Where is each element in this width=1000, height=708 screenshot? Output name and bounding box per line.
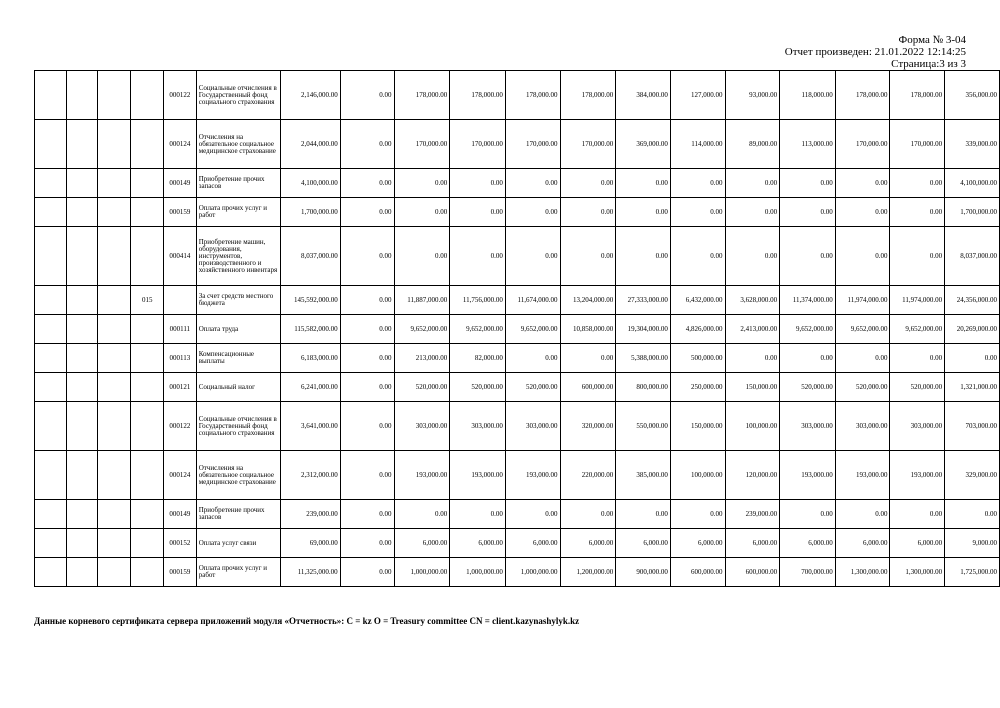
amount-cell: 1,200,000.00 bbox=[560, 558, 616, 587]
amount-cell: 0.00 bbox=[394, 227, 450, 286]
amount-cell: 0.00 bbox=[835, 227, 890, 286]
expense-name-cell: Социальные отчисления в Государственный фонд социального страхования bbox=[196, 402, 280, 451]
amount-cell: 2,044,000.00 bbox=[281, 120, 341, 169]
empty-cell bbox=[35, 373, 67, 402]
amount-cell: 4,826,000.00 bbox=[670, 315, 725, 344]
report-table bbox=[34, 70, 1000, 587]
table-row bbox=[35, 120, 1000, 169]
amount-cell: 114,000.00 bbox=[670, 120, 725, 169]
specifier-code-cell: 000414 bbox=[163, 227, 196, 286]
amount-cell: 100,000.00 bbox=[725, 402, 780, 451]
amount-cell: 11,887,000.00 bbox=[394, 286, 450, 315]
amount-cell: 1,725,000.00 bbox=[945, 558, 1000, 587]
amount-cell: 178,000.00 bbox=[560, 71, 616, 120]
amount-cell: 2,146,000.00 bbox=[281, 71, 341, 120]
expense-name-cell: Оплата труда bbox=[196, 315, 280, 344]
amount-cell: 0.00 bbox=[560, 198, 616, 227]
amount-cell: 339,000.00 bbox=[945, 120, 1000, 169]
amount-cell: 600,000.00 bbox=[670, 558, 725, 587]
amount-cell: 0.00 bbox=[340, 198, 394, 227]
specifier-code-cell: 000149 bbox=[163, 500, 196, 529]
amount-cell: 0.00 bbox=[670, 169, 725, 198]
amount-cell: 6,000.00 bbox=[505, 529, 560, 558]
amount-cell: 0.00 bbox=[340, 120, 394, 169]
amount-cell: 0.00 bbox=[835, 169, 890, 198]
table-row bbox=[35, 500, 1000, 529]
specifier-code-cell: 000124 bbox=[163, 120, 196, 169]
table-row bbox=[35, 402, 1000, 451]
table-row bbox=[35, 558, 1000, 587]
expense-name-cell: Приобретение прочих запасов bbox=[196, 169, 280, 198]
amount-cell: 0.00 bbox=[780, 500, 836, 529]
amount-cell: 369,000.00 bbox=[616, 120, 671, 169]
amount-cell: 24,356,000.00 bbox=[945, 286, 1000, 315]
empty-cell bbox=[98, 558, 131, 587]
amount-cell: 11,974,000.00 bbox=[835, 286, 890, 315]
amount-cell: 0.00 bbox=[505, 227, 560, 286]
amount-cell: 320,000.00 bbox=[560, 402, 616, 451]
amount-cell: 170,000.00 bbox=[835, 120, 890, 169]
amount-cell: 193,000.00 bbox=[780, 451, 836, 500]
amount-cell: 8,037,000.00 bbox=[945, 227, 1000, 286]
expense-name-cell: Социальный налог bbox=[196, 373, 280, 402]
empty-cell bbox=[35, 71, 67, 120]
amount-cell: 0.00 bbox=[780, 227, 836, 286]
amount-cell: 145,592,000.00 bbox=[281, 286, 341, 315]
amount-cell: 4,100,000.00 bbox=[945, 169, 1000, 198]
amount-cell: 170,000.00 bbox=[394, 120, 450, 169]
amount-cell: 520,000.00 bbox=[450, 373, 506, 402]
table-row bbox=[35, 451, 1000, 500]
amount-cell: 2,413,000.00 bbox=[725, 315, 780, 344]
empty-cell bbox=[98, 402, 131, 451]
amount-cell: 0.00 bbox=[560, 344, 616, 373]
empty-cell bbox=[35, 198, 67, 227]
empty-cell bbox=[98, 529, 131, 558]
specifier-code-cell: 000159 bbox=[163, 558, 196, 587]
amount-cell: 170,000.00 bbox=[505, 120, 560, 169]
amount-cell: 0.00 bbox=[340, 315, 394, 344]
empty-cell bbox=[67, 227, 98, 286]
program-cell bbox=[131, 558, 163, 587]
amount-cell: 303,000.00 bbox=[835, 402, 890, 451]
amount-cell: 6,000.00 bbox=[835, 529, 890, 558]
amount-cell: 0.00 bbox=[890, 169, 945, 198]
amount-cell: 600,000.00 bbox=[560, 373, 616, 402]
report-timestamp: Отчет произведен: 21.01.2022 12:14:25 bbox=[784, 46, 966, 58]
amount-cell: 0.00 bbox=[340, 558, 394, 587]
specifier-code-cell: 000121 bbox=[163, 373, 196, 402]
amount-cell: 115,582,000.00 bbox=[281, 315, 341, 344]
expense-name-cell: Отчисления на обязательное социальное медицинское страхование bbox=[196, 451, 280, 500]
amount-cell: 0.00 bbox=[340, 529, 394, 558]
amount-cell: 11,674,000.00 bbox=[505, 286, 560, 315]
empty-cell bbox=[35, 500, 67, 529]
amount-cell: 0.00 bbox=[780, 169, 836, 198]
specifier-code-cell: 000122 bbox=[163, 402, 196, 451]
expense-name-cell: Оплата прочих услуг и работ bbox=[196, 198, 280, 227]
amount-cell: 178,000.00 bbox=[890, 71, 945, 120]
amount-cell: 0.00 bbox=[560, 500, 616, 529]
empty-cell bbox=[35, 227, 67, 286]
amount-cell: 0.00 bbox=[394, 169, 450, 198]
amount-cell: 9,652,000.00 bbox=[505, 315, 560, 344]
amount-cell: 900,000.00 bbox=[616, 558, 671, 587]
amount-cell: 1,000,000.00 bbox=[505, 558, 560, 587]
program-cell bbox=[131, 71, 163, 120]
empty-cell bbox=[67, 315, 98, 344]
table-row bbox=[35, 286, 1000, 315]
amount-cell: 19,304,000.00 bbox=[616, 315, 671, 344]
amount-cell: 82,000.00 bbox=[450, 344, 506, 373]
program-cell bbox=[131, 227, 163, 286]
amount-cell: 6,000.00 bbox=[890, 529, 945, 558]
amount-cell: 0.00 bbox=[890, 344, 945, 373]
amount-cell: 520,000.00 bbox=[890, 373, 945, 402]
empty-cell bbox=[98, 198, 131, 227]
amount-cell: 0.00 bbox=[505, 344, 560, 373]
empty-cell bbox=[98, 227, 131, 286]
amount-cell: 550,000.00 bbox=[616, 402, 671, 451]
amount-cell: 0.00 bbox=[890, 227, 945, 286]
amount-cell: 0.00 bbox=[725, 198, 780, 227]
empty-cell bbox=[67, 286, 98, 315]
amount-cell: 0.00 bbox=[725, 344, 780, 373]
amount-cell: 11,325,000.00 bbox=[281, 558, 341, 587]
report-table-body bbox=[35, 71, 1000, 587]
amount-cell: 93,000.00 bbox=[725, 71, 780, 120]
specifier-code-cell: 000113 bbox=[163, 344, 196, 373]
amount-cell: 20,269,000.00 bbox=[945, 315, 1000, 344]
amount-cell: 8,037,000.00 bbox=[281, 227, 341, 286]
amount-cell: 213,000.00 bbox=[394, 344, 450, 373]
amount-cell: 250,000.00 bbox=[670, 373, 725, 402]
amount-cell: 10,858,000.00 bbox=[560, 315, 616, 344]
amount-cell: 6,000.00 bbox=[560, 529, 616, 558]
amount-cell: 6,000.00 bbox=[725, 529, 780, 558]
amount-cell: 193,000.00 bbox=[505, 451, 560, 500]
amount-cell: 6,183,000.00 bbox=[281, 344, 341, 373]
program-cell bbox=[131, 373, 163, 402]
amount-cell: 239,000.00 bbox=[281, 500, 341, 529]
amount-cell: 193,000.00 bbox=[890, 451, 945, 500]
specifier-code-cell: 000159 bbox=[163, 198, 196, 227]
amount-cell: 13,204,000.00 bbox=[560, 286, 616, 315]
empty-cell bbox=[35, 402, 67, 451]
amount-cell: 1,000,000.00 bbox=[450, 558, 506, 587]
empty-cell bbox=[67, 198, 98, 227]
amount-cell: 0.00 bbox=[340, 227, 394, 286]
amount-cell: 0.00 bbox=[835, 198, 890, 227]
amount-cell: 1,300,000.00 bbox=[835, 558, 890, 587]
amount-cell: 384,000.00 bbox=[616, 71, 671, 120]
amount-cell: 0.00 bbox=[394, 198, 450, 227]
amount-cell: 0.00 bbox=[780, 344, 836, 373]
specifier-code-cell bbox=[163, 286, 196, 315]
amount-cell: 356,000.00 bbox=[945, 71, 1000, 120]
amount-cell: 6,000.00 bbox=[616, 529, 671, 558]
amount-cell: 0.00 bbox=[394, 500, 450, 529]
table-row bbox=[35, 315, 1000, 344]
amount-cell: 0.00 bbox=[450, 500, 506, 529]
empty-cell bbox=[67, 500, 98, 529]
program-cell bbox=[131, 451, 163, 500]
expense-name-cell: Компенсационные выплаты bbox=[196, 344, 280, 373]
amount-cell: 9,652,000.00 bbox=[890, 315, 945, 344]
empty-cell bbox=[98, 315, 131, 344]
amount-cell: 118,000.00 bbox=[780, 71, 836, 120]
amount-cell: 0.00 bbox=[725, 169, 780, 198]
table-row bbox=[35, 71, 1000, 120]
amount-cell: 329,000.00 bbox=[945, 451, 1000, 500]
amount-cell: 178,000.00 bbox=[450, 71, 506, 120]
empty-cell bbox=[67, 529, 98, 558]
amount-cell: 0.00 bbox=[505, 198, 560, 227]
amount-cell: 0.00 bbox=[616, 169, 671, 198]
amount-cell: 703,000.00 bbox=[945, 402, 1000, 451]
program-cell bbox=[131, 344, 163, 373]
certificate-footer: Данные корневого сертификата сервера приложений модуля «Отчетность»: C = kz O = Treasury committee CN = client.kazynashylyk.kz bbox=[34, 616, 580, 626]
amount-cell: 6,000.00 bbox=[450, 529, 506, 558]
amount-cell: 170,000.00 bbox=[890, 120, 945, 169]
amount-cell: 100,000.00 bbox=[670, 451, 725, 500]
empty-cell bbox=[35, 344, 67, 373]
amount-cell: 6,000.00 bbox=[394, 529, 450, 558]
amount-cell: 700,000.00 bbox=[780, 558, 836, 587]
table-row bbox=[35, 198, 1000, 227]
empty-cell bbox=[67, 373, 98, 402]
amount-cell: 520,000.00 bbox=[394, 373, 450, 402]
amount-cell: 0.00 bbox=[670, 198, 725, 227]
expense-name-cell: Приобретение машин, оборудования, инструментов, производственного и хозяйственного инвентаря bbox=[196, 227, 280, 286]
empty-cell bbox=[98, 500, 131, 529]
amount-cell: 193,000.00 bbox=[450, 451, 506, 500]
amount-cell: 178,000.00 bbox=[505, 71, 560, 120]
amount-cell: 0.00 bbox=[340, 286, 394, 315]
amount-cell: 89,000.00 bbox=[725, 120, 780, 169]
empty-cell bbox=[98, 169, 131, 198]
empty-cell bbox=[98, 344, 131, 373]
amount-cell: 9,652,000.00 bbox=[835, 315, 890, 344]
program-cell bbox=[131, 402, 163, 451]
amount-cell: 239,000.00 bbox=[725, 500, 780, 529]
expense-name-cell: Оплата прочих услуг и работ bbox=[196, 558, 280, 587]
program-cell bbox=[131, 529, 163, 558]
program-cell bbox=[131, 120, 163, 169]
specifier-code-cell: 000149 bbox=[163, 169, 196, 198]
amount-cell: 520,000.00 bbox=[505, 373, 560, 402]
amount-cell: 0.00 bbox=[340, 169, 394, 198]
amount-cell: 6,000.00 bbox=[670, 529, 725, 558]
amount-cell: 0.00 bbox=[670, 500, 725, 529]
amount-cell: 0.00 bbox=[890, 198, 945, 227]
amount-cell: 11,374,000.00 bbox=[780, 286, 836, 315]
empty-cell bbox=[98, 120, 131, 169]
amount-cell: 0.00 bbox=[725, 227, 780, 286]
empty-cell bbox=[35, 286, 67, 315]
table-row bbox=[35, 169, 1000, 198]
program-cell: 015 bbox=[131, 286, 163, 315]
expense-name-cell: Оплата услуг связи bbox=[196, 529, 280, 558]
empty-cell bbox=[98, 71, 131, 120]
amount-cell: 800,000.00 bbox=[616, 373, 671, 402]
amount-cell: 150,000.00 bbox=[670, 402, 725, 451]
amount-cell: 150,000.00 bbox=[725, 373, 780, 402]
specifier-code-cell: 000122 bbox=[163, 71, 196, 120]
amount-cell: 1,321,000.00 bbox=[945, 373, 1000, 402]
amount-cell: 69,000.00 bbox=[281, 529, 341, 558]
table-row bbox=[35, 373, 1000, 402]
amount-cell: 170,000.00 bbox=[560, 120, 616, 169]
empty-cell bbox=[98, 373, 131, 402]
empty-cell bbox=[35, 558, 67, 587]
amount-cell: 303,000.00 bbox=[780, 402, 836, 451]
amount-cell: 2,312,000.00 bbox=[281, 451, 341, 500]
empty-cell bbox=[35, 529, 67, 558]
amount-cell: 0.00 bbox=[835, 344, 890, 373]
program-cell bbox=[131, 315, 163, 344]
amount-cell: 113,000.00 bbox=[780, 120, 836, 169]
amount-cell: 0.00 bbox=[670, 227, 725, 286]
amount-cell: 1,300,000.00 bbox=[890, 558, 945, 587]
empty-cell bbox=[35, 169, 67, 198]
program-cell bbox=[131, 198, 163, 227]
amount-cell: 600,000.00 bbox=[725, 558, 780, 587]
page-indicator: Страница:3 из 3 bbox=[891, 58, 966, 70]
empty-cell bbox=[67, 344, 98, 373]
empty-cell bbox=[67, 120, 98, 169]
amount-cell: 1,000,000.00 bbox=[394, 558, 450, 587]
amount-cell: 6,241,000.00 bbox=[281, 373, 341, 402]
expense-name-cell: За счет средств местного бюджета bbox=[196, 286, 280, 315]
amount-cell: 9,000.00 bbox=[945, 529, 1000, 558]
amount-cell: 0.00 bbox=[945, 344, 1000, 373]
amount-cell: 1,700,000.00 bbox=[281, 198, 341, 227]
program-cell bbox=[131, 500, 163, 529]
amount-cell: 0.00 bbox=[945, 500, 1000, 529]
amount-cell: 3,628,000.00 bbox=[725, 286, 780, 315]
amount-cell: 0.00 bbox=[340, 373, 394, 402]
empty-cell bbox=[35, 451, 67, 500]
amount-cell: 127,000.00 bbox=[670, 71, 725, 120]
specifier-code-cell: 000124 bbox=[163, 451, 196, 500]
amount-cell: 6,000.00 bbox=[780, 529, 836, 558]
amount-cell: 178,000.00 bbox=[394, 71, 450, 120]
amount-cell: 6,432,000.00 bbox=[670, 286, 725, 315]
amount-cell: 178,000.00 bbox=[835, 71, 890, 120]
amount-cell: 3,641,000.00 bbox=[281, 402, 341, 451]
amount-cell: 0.00 bbox=[835, 500, 890, 529]
amount-cell: 0.00 bbox=[340, 451, 394, 500]
form-number: Форма № 3-04 bbox=[898, 34, 966, 46]
amount-cell: 500,000.00 bbox=[670, 344, 725, 373]
amount-cell: 0.00 bbox=[560, 227, 616, 286]
amount-cell: 0.00 bbox=[616, 198, 671, 227]
amount-cell: 303,000.00 bbox=[450, 402, 506, 451]
amount-cell: 0.00 bbox=[450, 169, 506, 198]
amount-cell: 0.00 bbox=[450, 227, 506, 286]
amount-cell: 0.00 bbox=[340, 344, 394, 373]
amount-cell: 520,000.00 bbox=[835, 373, 890, 402]
expense-name-cell: Приобретение прочих запасов bbox=[196, 500, 280, 529]
amount-cell: 520,000.00 bbox=[780, 373, 836, 402]
specifier-code-cell: 000152 bbox=[163, 529, 196, 558]
amount-cell: 5,388,000.00 bbox=[616, 344, 671, 373]
expense-name-cell: Социальные отчисления в Государственный фонд социального страхования bbox=[196, 71, 280, 120]
amount-cell: 303,000.00 bbox=[505, 402, 560, 451]
empty-cell bbox=[35, 120, 67, 169]
amount-cell: 0.00 bbox=[340, 71, 394, 120]
table-row bbox=[35, 227, 1000, 286]
amount-cell: 0.00 bbox=[616, 500, 671, 529]
empty-cell bbox=[67, 169, 98, 198]
specifier-code-cell: 000111 bbox=[163, 315, 196, 344]
amount-cell: 303,000.00 bbox=[890, 402, 945, 451]
amount-cell: 220,000.00 bbox=[560, 451, 616, 500]
amount-cell: 11,974,000.00 bbox=[890, 286, 945, 315]
amount-cell: 0.00 bbox=[505, 169, 560, 198]
amount-cell: 0.00 bbox=[890, 500, 945, 529]
amount-cell: 0.00 bbox=[340, 402, 394, 451]
amount-cell: 4,100,000.00 bbox=[281, 169, 341, 198]
amount-cell: 27,333,000.00 bbox=[616, 286, 671, 315]
table-row bbox=[35, 529, 1000, 558]
amount-cell: 1,700,000.00 bbox=[945, 198, 1000, 227]
amount-cell: 120,000.00 bbox=[725, 451, 780, 500]
amount-cell: 303,000.00 bbox=[394, 402, 450, 451]
empty-cell bbox=[67, 402, 98, 451]
amount-cell: 0.00 bbox=[450, 198, 506, 227]
amount-cell: 0.00 bbox=[505, 500, 560, 529]
program-cell bbox=[131, 169, 163, 198]
amount-cell: 0.00 bbox=[560, 169, 616, 198]
amount-cell: 385,000.00 bbox=[616, 451, 671, 500]
amount-cell: 9,652,000.00 bbox=[780, 315, 836, 344]
amount-cell: 193,000.00 bbox=[394, 451, 450, 500]
amount-cell: 9,652,000.00 bbox=[450, 315, 506, 344]
amount-cell: 0.00 bbox=[616, 227, 671, 286]
table-row bbox=[35, 344, 1000, 373]
amount-cell: 170,000.00 bbox=[450, 120, 506, 169]
empty-cell bbox=[98, 451, 131, 500]
empty-cell bbox=[67, 451, 98, 500]
amount-cell: 193,000.00 bbox=[835, 451, 890, 500]
empty-cell bbox=[98, 286, 131, 315]
amount-cell: 0.00 bbox=[780, 198, 836, 227]
expense-name-cell: Отчисления на обязательное социальное медицинское страхование bbox=[196, 120, 280, 169]
empty-cell bbox=[35, 315, 67, 344]
amount-cell: 0.00 bbox=[340, 500, 394, 529]
amount-cell: 11,756,000.00 bbox=[450, 286, 506, 315]
empty-cell bbox=[67, 558, 98, 587]
empty-cell bbox=[67, 71, 98, 120]
amount-cell: 9,652,000.00 bbox=[394, 315, 450, 344]
